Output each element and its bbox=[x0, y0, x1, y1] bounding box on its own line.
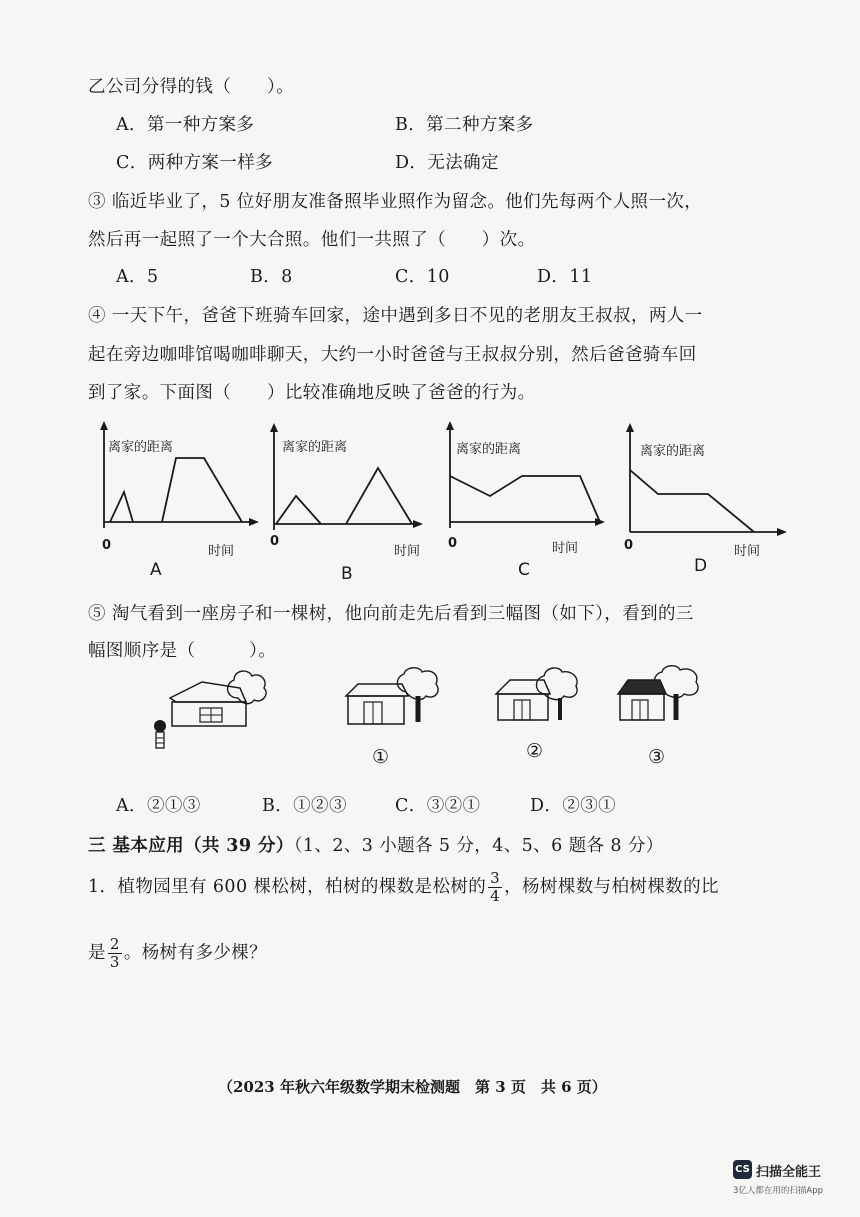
graph-d-y-label: 离家的距离 bbox=[640, 444, 706, 459]
q3-option-d: D．11 bbox=[537, 267, 593, 287]
graph-d-letter: D bbox=[694, 556, 708, 576]
graph-c-y-label: 离家的距离 bbox=[456, 442, 522, 457]
graph-a-y-label: 离家的距离 bbox=[108, 440, 174, 455]
page-footer: （2023 年秋六年级数学期末检测题 第 3 页 共 6 页） bbox=[218, 1078, 607, 1096]
problem-1-line1-post: ，杨树棵数与柏树棵数的比 bbox=[504, 877, 719, 897]
q5-line2: 幅图顺序是（ ）。 bbox=[88, 641, 277, 661]
graph-d-origin: 0 bbox=[624, 538, 634, 553]
fraction-two-thirds bbox=[108, 936, 122, 971]
graph-c-letter: C bbox=[518, 560, 530, 580]
section-3-title: 三 基本应用（共 39 分） bbox=[88, 836, 294, 856]
q2-option-c: C．两种方案一样多 bbox=[116, 153, 273, 173]
q5-option-c: C．③②① bbox=[395, 796, 481, 816]
fraction-1-numerator: 3 bbox=[490, 869, 501, 887]
section-3-heading bbox=[88, 832, 664, 857]
q4-line2: 起在旁边咖啡馆喝咖啡聊天，大约一小时爸爸与王叔叔分别，然后爸爸骑车回 bbox=[88, 345, 697, 365]
fraction-2-denominator: 3 bbox=[109, 953, 120, 971]
graph-a-letter: A bbox=[150, 560, 162, 580]
problem-1-line2 bbox=[88, 934, 267, 972]
camscanner-name: 扫描全能王 bbox=[756, 1165, 822, 1180]
graph-a-origin: 0 bbox=[102, 538, 112, 553]
q3-line2: 然后再一起照了一个大合照。他们一共照了（ ）次。 bbox=[88, 230, 536, 250]
q3-option-a: A．5 bbox=[116, 267, 159, 287]
q2-option-a: A．第一种方案多 bbox=[116, 115, 255, 135]
graph-c bbox=[442, 418, 617, 580]
section-3-note: （1、2、3 小题各 5 分，4、5、6 题各 8 分） bbox=[293, 836, 664, 856]
graph-b-y-label: 离家的距离 bbox=[282, 440, 348, 455]
graph-a bbox=[96, 418, 266, 580]
camscanner-logo: CS bbox=[733, 1160, 752, 1179]
q2-option-b: B．第二种方案多 bbox=[395, 115, 534, 135]
q3-line1: ③ 临近毕业了，5 位好朋友准备照毕业照作为留念。他们先每两个人照一次， bbox=[88, 192, 703, 212]
fraction-1-denominator: 4 bbox=[490, 887, 501, 905]
picture-1-label: ① bbox=[372, 746, 390, 768]
graph-b-origin: 0 bbox=[270, 534, 280, 549]
picture-2 bbox=[492, 664, 582, 734]
fraction-2-numerator: 2 bbox=[109, 935, 120, 953]
graph-d-x-label: 时间 bbox=[734, 544, 761, 559]
q5-option-d: D．②③① bbox=[530, 796, 617, 816]
q3-option-c: C．10 bbox=[395, 267, 450, 287]
graph-c-x-label: 时间 bbox=[552, 541, 579, 556]
q2-tail-text: 乙公司分得的钱（ ）。 bbox=[88, 77, 295, 97]
q5-option-a: A．②①③ bbox=[116, 796, 201, 816]
problem-1-line1-pre: 1．植物园里有 600 棵松树，柏树的棵数是松树的 bbox=[88, 877, 487, 897]
graph-b bbox=[266, 420, 436, 584]
fraction-three-quarters bbox=[488, 870, 502, 905]
camscanner-slogan: 3亿人都在用的扫描App bbox=[733, 1186, 824, 1196]
q3-option-b: B．8 bbox=[250, 267, 293, 287]
q5-line1: ⑤ 淘气看到一座房子和一棵树，他向前走先后看到三幅图（如下），看到的三 bbox=[88, 604, 694, 624]
q4-line3: 到了家。下面图（ ）比较准确地反映了爸爸的行为。 bbox=[88, 383, 536, 403]
picture-3 bbox=[614, 664, 709, 734]
picture-2-label: ② bbox=[526, 740, 544, 762]
problem-1-line2-pre: 是 bbox=[88, 943, 106, 963]
q2-option-d: D．无法确定 bbox=[395, 153, 499, 173]
picture-1 bbox=[344, 666, 444, 736]
graph-c-origin: 0 bbox=[448, 536, 458, 551]
problem-1-line1 bbox=[88, 868, 719, 906]
graph-a-x-label: 时间 bbox=[208, 544, 235, 559]
graph-b-x-label: 时间 bbox=[394, 544, 421, 559]
graph-d bbox=[622, 420, 797, 576]
q4-line1: ④ 一天下午，爸爸下班骑车回家，途中遇到多日不见的老朋友王叔叔，两人一 bbox=[88, 306, 703, 326]
house-tree-boy-picture bbox=[146, 668, 271, 762]
graph-b-letter: B bbox=[341, 564, 353, 584]
picture-3-label: ③ bbox=[648, 746, 666, 768]
problem-1-line2-post: 。杨树有多少棵？ bbox=[123, 943, 268, 963]
q5-option-b: B．①②③ bbox=[262, 796, 347, 816]
